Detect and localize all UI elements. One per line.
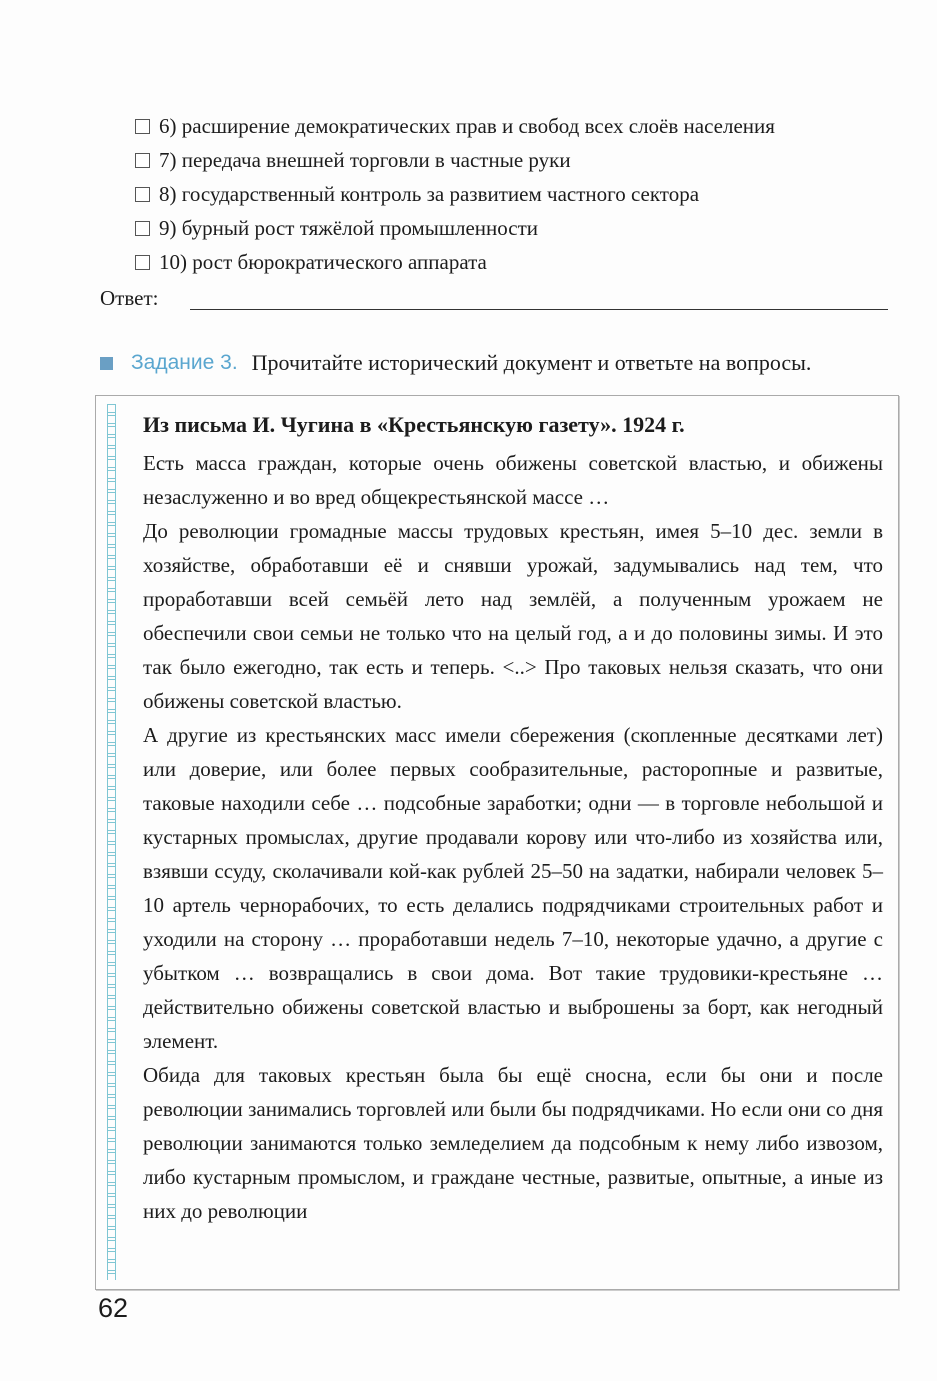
option-8[interactable] (135, 182, 699, 206)
answer-line[interactable] (190, 309, 888, 310)
option-text: 10) рост бюрократического аппарата (159, 250, 487, 274)
checkbox[interactable] (135, 187, 150, 202)
option-10[interactable] (135, 250, 487, 274)
paragraph: Есть масса граждан, которые очень обижены советской властью, и обижены незаслуженно и во вред общекрестьянской массе … (143, 451, 883, 509)
option-6[interactable] (135, 114, 775, 138)
page-number: 62 (98, 1293, 129, 1323)
answer-label: Ответ: (100, 286, 159, 310)
task-text: Прочитайте исторический документ и ответьте на вопросы. (251, 350, 812, 375)
checkbox[interactable] (135, 119, 150, 134)
option-text: 6) расширение демократических прав и свобод всех слоёв населения (159, 114, 775, 138)
option-9[interactable] (135, 216, 538, 240)
document-box (95, 395, 899, 1290)
task-label: Задание 3. (131, 351, 238, 374)
checkbox[interactable] (135, 153, 150, 168)
paragraph: До революции громадные массы трудовых крестьян, имея 5–10 дес. земли в хозяйстве, обработавши её и снявши урожай, задумывались над тем, что проработавши всей семьёй лето над землёй, а полученным урожаем не обеспечили свои семьи не только что на целый год, а и до половины зимы. И это так было ежегодно, так есть и теперь. <..> Про таковых нельзя сказать, что они обижены советской властью. (143, 519, 883, 713)
option-text: 7) передача внешней торговли в частные руки (159, 148, 571, 172)
paragraph: Обида для таковых крестьян была бы ещё сносна, если бы они и после революции занимались торговлей или были бы подрядчиками. Но если они со дня революции занимаются только земледелием да подсобным к нему либо извозом, либо кустарным промыслом, и граждане честные, развитые, опытные, а иные из них до революции (143, 1063, 883, 1223)
checkbox[interactable] (135, 255, 150, 270)
option-text: 8) государственный контроль за развитием частного сектора (159, 182, 700, 206)
option-7[interactable] (135, 148, 571, 172)
document-title: Из письма И. Чугина в «Крестьянскую газету». 1924 г. (143, 412, 685, 437)
task-square-icon (100, 357, 113, 370)
checkbox[interactable] (135, 221, 150, 236)
document-text (143, 408, 883, 1228)
option-text: 9) бурный рост тяжёлой промышленности (159, 216, 539, 240)
decorative-square-column (107, 404, 116, 1280)
paragraph: А другие из крестьянских масс имели сбережения (скопленные десятками лет) или доверие, или более первых сообразительные, расторопные и развитые, таковые находили себе … подсобные заработки; одни — в торговле небольшой и кустарных промыслах, другие продавали корову или что-либо из хозяйства или, взявши ссуду, сколачивали кой-как рублей 25–50 на задатки, набирали человек 5–10 артель чернорабочих, то есть делались подрядчиками строительных работ и уходили на сторону … проработавши недель 7–10, некоторые удачно, а другие с убытком … возвращались в свои дома. Вот такие трудовики-крестьяне … действительно обижены советской властью и выброшены за борт, как негодный элемент. (143, 723, 883, 1053)
task-header (100, 350, 811, 376)
